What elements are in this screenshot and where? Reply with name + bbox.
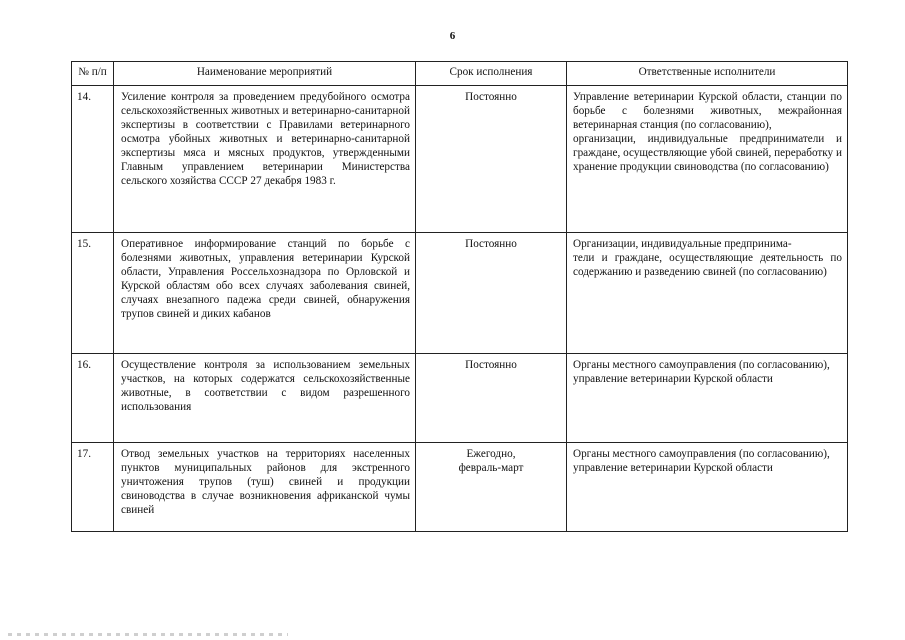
measure-responsible: Органы местного самоуправления (по согласованию), управление ветеринарии Курской области (567, 354, 848, 443)
measures-table (71, 61, 848, 532)
row-number: 16. (72, 354, 114, 443)
measure-name: Осуществление контроля за использованием земельных участков, на которых содержатся сельскохозяйственные животные, в соответствии с видом разрешенного использования (114, 354, 416, 443)
header-num: № п/п (72, 62, 114, 86)
measure-responsible: Управление ветеринарии Курской области, станции по борьбе с болезнями животных, межрайонная ветеринарная станция (по согласованию), организации, индивидуальные предприниматели и граждане, осуществляющие убой свиней, переработку и хранение продукции свиноводства (по согласованию) (567, 86, 848, 233)
table-row (72, 354, 848, 443)
table-row (72, 233, 848, 354)
row-number: 15. (72, 233, 114, 354)
row-number: 17. (72, 443, 114, 532)
table-row (72, 443, 848, 532)
measure-name: Оперативное информирование станций по борьбе с болезнями животных, управления ветеринарии Курской области, Управления Россельхознадзора по Орловской и Курской областям обо всех случаях заболевания свиней, случаях внезапного падежа среди свиней, обнаружения трупов свиней и диких кабанов (114, 233, 416, 354)
row-number: 14. (72, 86, 114, 233)
measure-term: Постоянно (416, 86, 567, 233)
measure-responsible: Организации, индивидуальные предпринима- тели и граждане, осуществляющие деятельность по содержанию и разведению свиней (по согласованию) (567, 233, 848, 354)
table-header-row (72, 62, 848, 86)
measure-name: Усиление контроля за проведением предубойного осмотра сельскохозяйственных животных и ветеринарно-санитарной экспертизы в соответствии с Правилами ветеринарного осмотра убойных животных и ветеринарно-санитарной экспертизы мяса и мясных продуктов, утвержденными Главным управлением ветеринарии Министерства сельского хозяйства СССР 27 декабря 1983 г. (114, 86, 416, 233)
measure-term: Постоянно (416, 354, 567, 443)
header-resp: Ответственные исполнители (567, 62, 848, 86)
measure-responsible: Органы местного самоуправления (по согласованию), управление ветеринарии Курской области (567, 443, 848, 532)
header-name: Наименование мероприятий (114, 62, 416, 86)
page-number: 6 (449, 30, 456, 42)
table-row (72, 86, 848, 233)
header-term: Срок исполнения (416, 62, 567, 86)
measure-name: Отвод земельных участков на территориях населенных пунктов муниципальных районов для экстренного уничтожения трупов (туш) свиней и продукции свиноводства в случае возникновения африканской чумы свиней (114, 443, 416, 532)
scan-artifact-marks (8, 633, 288, 636)
measure-term: Ежегодно, февраль-март (416, 443, 567, 532)
measure-term: Постоянно (416, 233, 567, 354)
